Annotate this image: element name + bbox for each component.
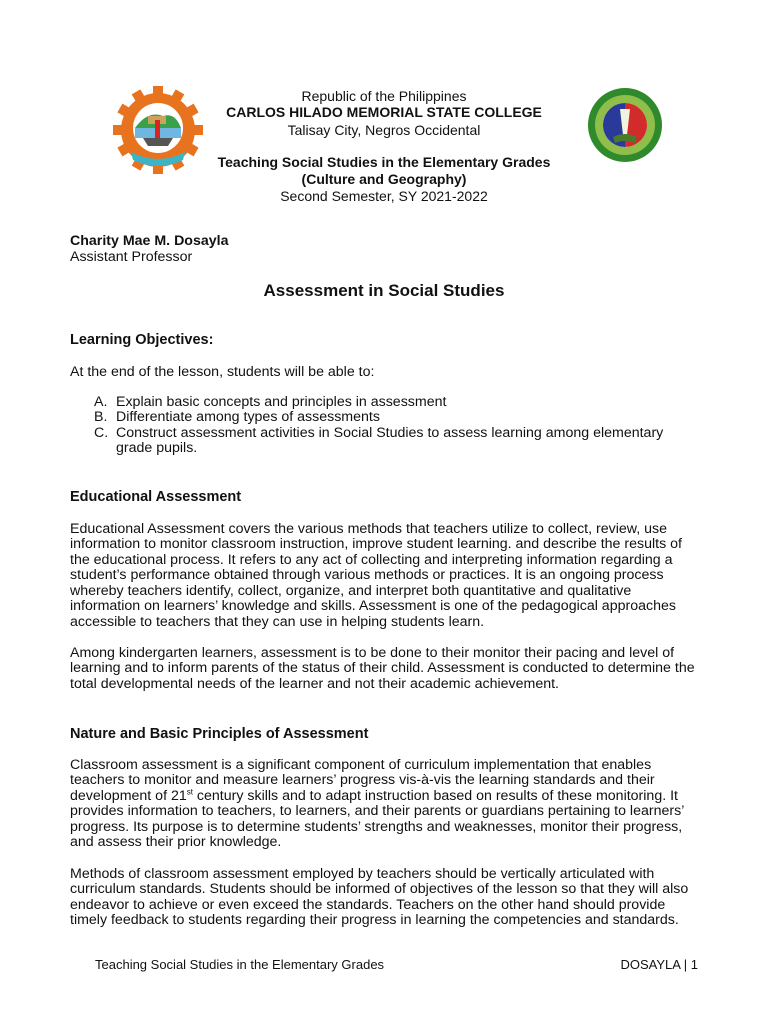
text-line: learning and to inform parents of the status of their child. Assessment is conducted to determine the <box>70 660 695 677</box>
text-line: curriculum standards. Students should be informed of objectives of the lesson so that they will also <box>70 881 689 898</box>
text-line: the educational process. It refers to any act of collecting and interpreting information regarding a <box>70 551 673 568</box>
objective-item <box>94 410 663 425</box>
text-line: Explain basic concepts and principles in assessment <box>116 394 447 410</box>
text-line: Construct assessment activities in Social Studies to assess learning among elementary <box>116 424 664 441</box>
educational-heading: Educational Assessment <box>70 489 242 505</box>
objective-item <box>94 395 663 410</box>
objective-text <box>116 410 380 425</box>
objectives-intro: At the end of the lesson, students will be able to: <box>70 364 375 380</box>
header-location: Talisay City, Negros Occidental <box>287 122 481 138</box>
text-line: information on learners’ knowledge and skills. Assessment is one of the pedagogical approaches <box>70 598 676 615</box>
text-line: Educational Assessment covers the various methods that teachers utilize to collect, review, use <box>70 521 667 537</box>
nature-heading: Nature and Basic Principles of Assessment <box>70 726 369 742</box>
footer-page-number: DOSAYLA | 1 <box>620 957 698 972</box>
text-lines <box>70 804 684 850</box>
text-segment: century skills and to adapt instruction based on results of these monitoring. It <box>192 787 678 804</box>
text-line: and assess their prior knowledge. <box>70 834 282 851</box>
nature-paragraph-2 <box>70 867 688 929</box>
text-line: accessible to teachers that they can use in helping students learn. <box>70 613 485 630</box>
educational-paragraph-2 <box>70 646 695 692</box>
footer-left: Teaching Social Studies in the Elementary Grades <box>95 957 385 972</box>
text-line: Differentiate among types of assessments <box>116 409 380 426</box>
text-line: timely feedback to students regarding their progress in learning the competencies and standards. <box>70 912 679 929</box>
text-line: provides information to teachers, to learners, and their parents or guardians pertaining to learners’ <box>70 803 685 820</box>
text-line: Among kindergarten learners, assessment is to be done to their monitor their pacing and level of <box>70 645 675 661</box>
text-line: information to monitor classroom instruction, improve student learning. and describe the results of <box>70 536 682 553</box>
text-line: teachers to monitor and measure learners’ progress vis-à-vis the learning standards and their <box>70 772 655 789</box>
list-marker: C. <box>94 424 109 441</box>
header-course: Teaching Social Studies in the Elementary Grades <box>217 154 551 170</box>
list-marker: B. <box>94 409 108 426</box>
text-segment: development of 21 <box>70 787 187 804</box>
author-role: Assistant Professor <box>70 249 193 265</box>
list-marker: A. <box>94 394 108 410</box>
nature-paragraph-1 <box>70 758 684 851</box>
author-name: Charity Mae M. Dosayla <box>70 233 229 249</box>
text-line: Classroom assessment is a significant component of curriculum implementation that enables <box>70 757 652 773</box>
superscript: st <box>186 787 193 797</box>
document-title: Assessment in Social Studies <box>263 281 505 300</box>
text-line: student’s performance obtained through various methods or practices. It is an ongoing process <box>70 567 664 584</box>
objectives-list <box>94 395 663 457</box>
educational-paragraph-1 <box>70 522 682 630</box>
text-line: whereby teachers identify, collect, organize, and interpret both quantitative and qualitative <box>70 582 632 599</box>
text-line: grade pupils. <box>116 440 198 457</box>
text-line: Methods of classroom assessment employed by teachers should be vertically articulated with <box>70 866 655 882</box>
objectives-heading: Learning Objectives: <box>70 332 214 348</box>
text-line: total developmental needs of the learner and not their academic achievement. <box>70 675 559 692</box>
objective-item <box>94 426 663 457</box>
objective-text <box>116 395 446 410</box>
header-course-sub: (Culture and Geography) <box>301 171 467 187</box>
text-line: progress. Its purpose is to determine students’ strengths and weaknesses, monitor their progress, <box>70 818 683 835</box>
header-republic: Republic of the Philippines <box>301 88 467 104</box>
text-line: endeavor to achieve or even exceed the standards. Teachers on the other hand should provide <box>70 896 666 913</box>
header-college: CARLOS HILADO MEMORIAL STATE COLLEGE <box>226 104 542 120</box>
text-line <box>70 789 684 804</box>
header-semester: Second Semester, SY 2021-2022 <box>280 188 488 204</box>
objective-text <box>116 426 663 457</box>
